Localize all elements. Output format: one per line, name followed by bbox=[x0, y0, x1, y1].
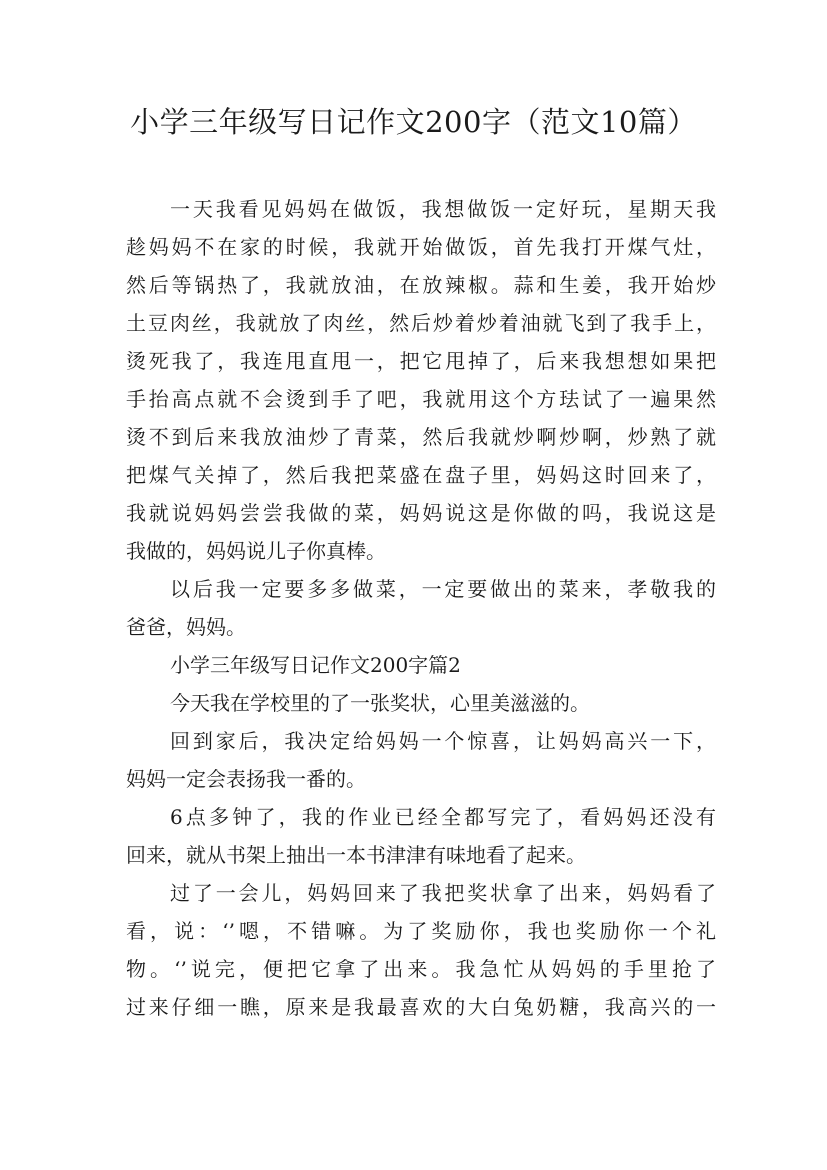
text-line: 我做的，妈妈说儿子你真棒。 bbox=[126, 539, 386, 563]
text-line: 烫不到后来我放油炒了青菜，然后我就炒啊炒啊，炒熟了就 bbox=[126, 425, 716, 449]
text-line: 土豆肉丝，我就放了肉丝，然后炒着炒着油就飞到了我手上， bbox=[126, 311, 716, 335]
text-line: 回到家后，我决定给妈妈一个惊喜，让妈妈高兴一下， bbox=[170, 729, 716, 753]
text-line: 把煤气关掉了，然后我把菜盛在盘子里，妈妈这时回来了， bbox=[126, 463, 716, 487]
section-heading: 小学三年级写日记作文200字篇2 bbox=[170, 653, 461, 677]
text-line: 物。‘’说完，便把它拿了出来。我急忙从妈妈的手里抢了 bbox=[126, 957, 716, 981]
text-line: 过了一会儿，妈妈回来了我把奖状拿了出来，妈妈看了 bbox=[170, 881, 716, 905]
text-line: 然后等锅热了，我就放油，在放辣椒。蒜和生姜，我开始炒 bbox=[126, 273, 716, 297]
text-line: 6点多钟了，我的作业已经全都写完了，看妈妈还没有 bbox=[170, 805, 716, 829]
text-line: 回来，就从书架上抽出一本书津津有味地看了起来。 bbox=[126, 843, 586, 867]
document-body bbox=[126, 190, 716, 1026]
document-title: 小学三年级写日记作文200字（范文10篇） bbox=[130, 105, 697, 139]
text-line: 今天我在学校里的了一张奖状，心里美滋滋的。 bbox=[170, 691, 590, 715]
text-line: 我就说妈妈尝尝我做的菜，妈妈说这是你做的吗，我说这是 bbox=[126, 501, 716, 525]
text-line: 烫死我了，我连甩直甩一，把它甩掉了，后来我想想如果把 bbox=[126, 349, 716, 373]
text-line: 妈妈一定会表扬我一番的。 bbox=[126, 767, 366, 791]
text-line: 以后我一定要多多做菜，一定要做出的菜来，孝敬我的 bbox=[170, 577, 716, 601]
text-line: 一天我看见妈妈在做饭，我想做饭一定好玩，星期天我 bbox=[170, 197, 716, 221]
text-line: 手抬高点就不会烫到手了吧，我就用这个方珐试了一遍果然 bbox=[126, 387, 716, 411]
text-line: 过来仔细一瞧，原来是我最喜欢的大白兔奶糖，我高兴的一 bbox=[126, 995, 716, 1019]
text-line: 趁妈妈不在家的时候，我就开始做饭，首先我打开煤气灶， bbox=[126, 235, 716, 259]
text-line: 看，说：‘’嗯，不错嘛。为了奖励你，我也奖励你一个礼 bbox=[126, 919, 716, 943]
text-line: 爸爸，妈妈。 bbox=[126, 615, 246, 639]
